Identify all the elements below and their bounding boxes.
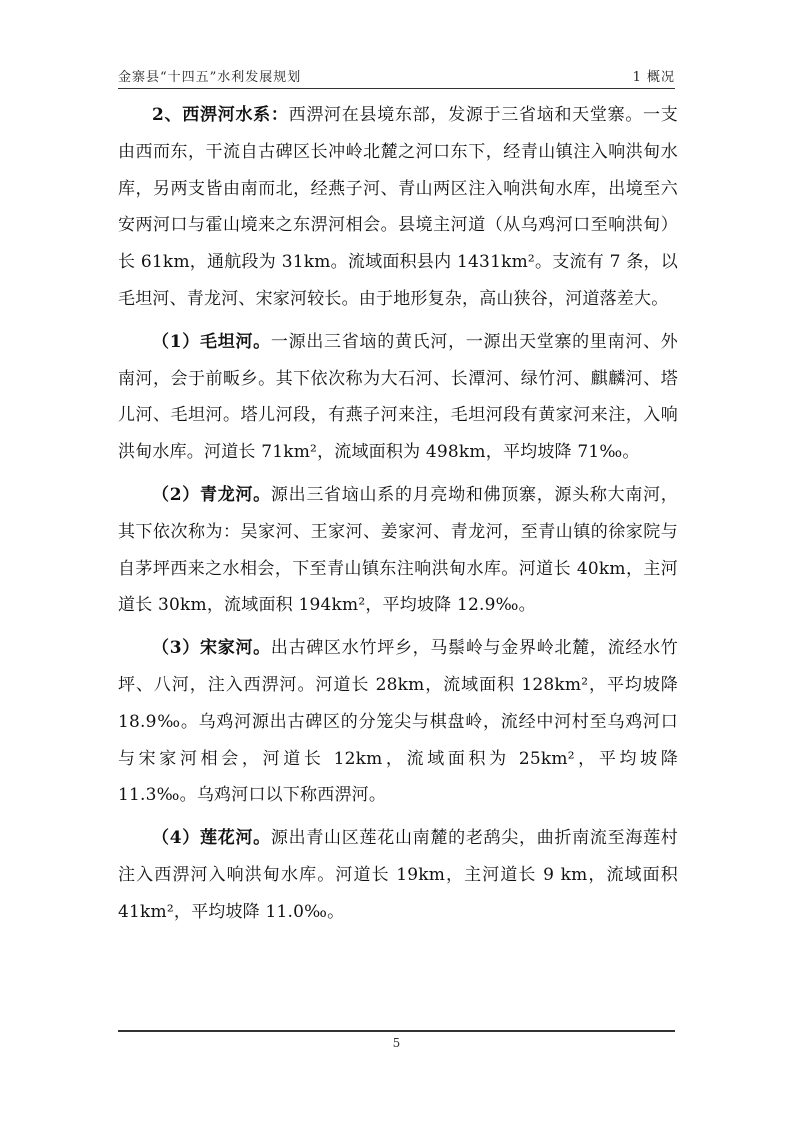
footer-divider — [118, 1030, 675, 1032]
paragraph-songjia-river — [118, 630, 678, 814]
paragraph-heading: 2、西淠河水系： — [152, 105, 289, 125]
paragraph-qinglong-river — [118, 477, 678, 624]
paragraph-maotan-river — [118, 324, 678, 471]
paragraph-text: 出古碑区水竹坪乡，马鬃岭与金界岭北麓，流经水竹坪、八河，注入西淠河。河道长 28km，流域面积 128km²，平均坡降 18.9‰。乌鸡河源出古碑区的分笼尖与棋盘岭，流经中河村至乌鸡河口与宋家河相会，河道长 12km，流域面积为 25km²，平均坡降 11.3‰。乌鸡河口以下称西淠河。 — [118, 638, 678, 806]
page-number: 5 — [392, 1036, 401, 1050]
paragraph-text: 源出青山区莲花山南麓的老鸹尖，曲折南流至海莲村注入西淠河入响洪甸水库。河道长 19km，主河道长 9 km，流域面积 41km²，平均坡降 11.0‰。 — [118, 828, 678, 922]
paragraph-heading: （1）毛坦河。 — [152, 331, 271, 352]
paragraph-text: 西淠河在县境东部，发源于三省垴和天堂寨。一支由西而东，干流自古碑区长冲岭北麓之河口东下，经青山镇注入响洪甸水库，另两支皆由南而北，经燕子河、青山两区注入响洪甸水库，出境至六安两河口与霍山境来之东淠河相会。县境主河道（从乌鸡河口至响洪甸）长 61km，通航段为 31km。流域面积县内 1431km²。支流有 7 条，以毛坦河、青龙河、宋家河较长。由于地形复杂，高山狭谷，河道落差大。 — [118, 105, 678, 309]
paragraph-lianhua-river — [118, 820, 678, 930]
paragraph-text: 源出三省垴山系的月亮坳和佛顶寨，源头称大南河，其下依次称为：吴家河、王家河、姜家河、青龙河，至青山镇的徐家院与自茅坪西来之水相会，下至青山镇东注响洪甸水库。河道长 40km，主河道长 30km，流域面积 194km²，平均坡降 12.9‰。 — [118, 484, 678, 616]
chapter-label: 1 概况 — [632, 70, 675, 85]
paragraph-heading: （3）宋家河。 — [152, 638, 271, 659]
page-header — [118, 64, 675, 86]
paragraph-text: 一源出三省垴的黄氏河，一源出天堂寨的里南河、外南河，会于前畈乡。其下依次称为大石河、长潭河、绿竹河、麒麟河、塔儿河、毛坦河。塔儿河段，有燕子河来注，毛坦河段有黄家河来注，入响洪甸水库。河道长 71km²，流域面积为 498km，平均坡降 71‰。 — [118, 331, 678, 463]
document-body — [118, 97, 678, 931]
paragraph-heading: （4）莲花河。 — [152, 828, 271, 849]
document-title: 金寨县“十四五”水利发展规划 — [118, 70, 302, 85]
paragraph-heading: （2）青龙河。 — [152, 484, 271, 505]
paragraph-xipi-river-system — [118, 97, 678, 318]
header-divider — [118, 88, 675, 89]
